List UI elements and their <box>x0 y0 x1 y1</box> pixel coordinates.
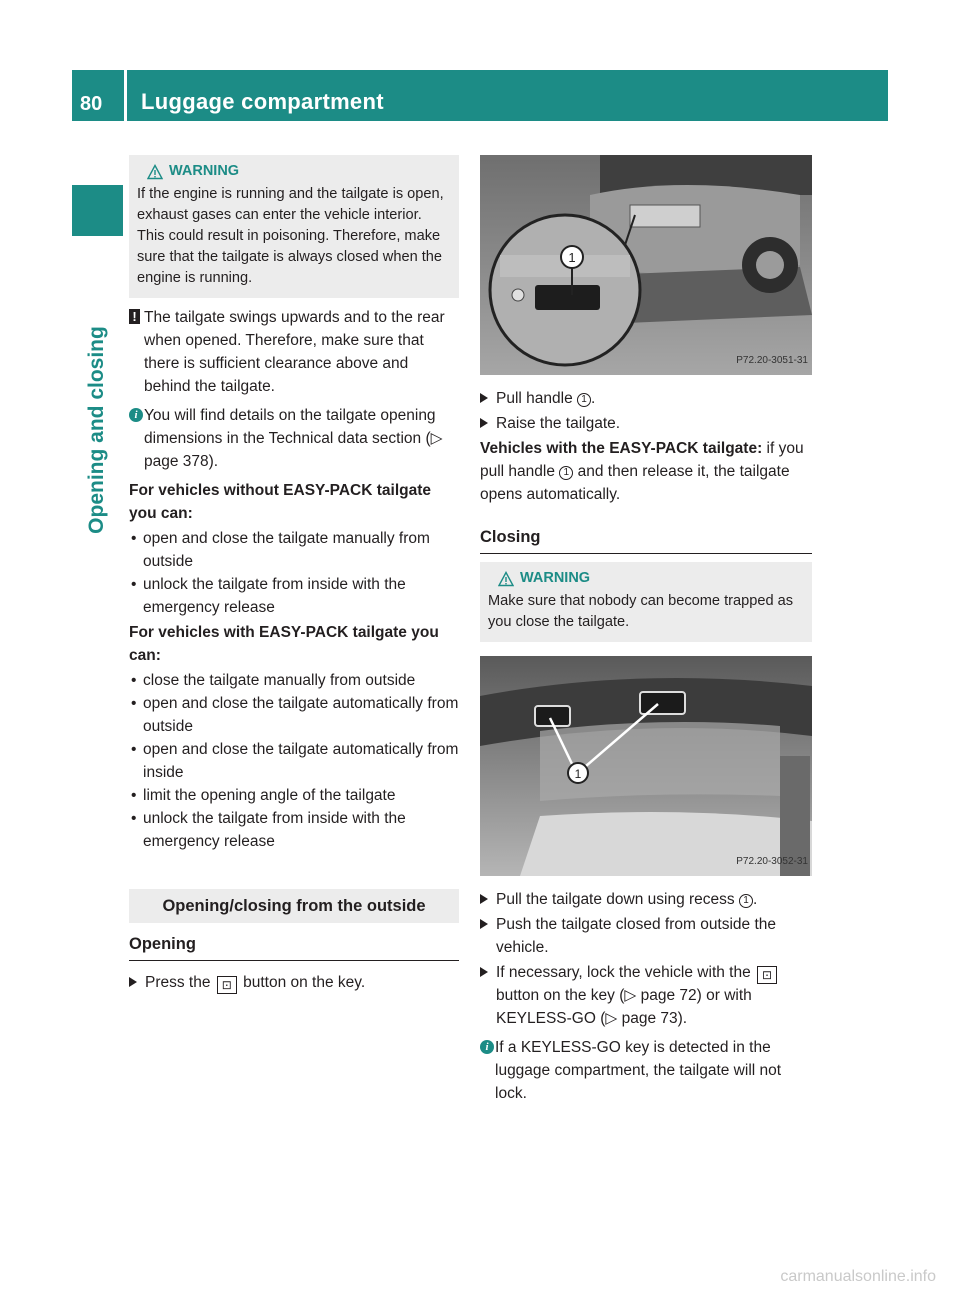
tailgate-handle-illustration <box>480 155 812 375</box>
tailgate-recess-photo <box>480 656 812 876</box>
step-raise-tailgate <box>480 412 812 435</box>
warning-heading <box>498 568 804 589</box>
step-text: . <box>752 891 758 908</box>
opening-step <box>129 971 459 994</box>
easypack-note-label: Vehicles with the EASY-PACK tailgate: <box>480 440 763 457</box>
figure-callout: 1 <box>574 767 582 781</box>
step-arrow-icon <box>480 967 488 977</box>
warning-title: WARNING <box>520 570 591 586</box>
right-column <box>480 155 812 1105</box>
warning-box <box>129 155 459 298</box>
step-text: Press the <box>145 974 211 991</box>
figure-ref: P72.20-3052-31 <box>736 856 808 867</box>
warning-title: WARNING <box>169 163 240 179</box>
callout-1: 1 <box>577 393 591 407</box>
tailgate-handle-photo <box>480 155 812 375</box>
figure-ref: P72.20-3051-31 <box>736 355 808 366</box>
step-text: button on the key (▷ page 72) or with KEYLESS-GO (▷ page 73). <box>496 987 752 1027</box>
step-arrow-icon <box>480 418 488 428</box>
info-note <box>129 404 459 473</box>
list-item: • close the tailgate manually from outside <box>129 669 459 692</box>
step-push-closed <box>480 913 812 959</box>
list-item: • unlock the tailgate from inside with the emergency release <box>129 573 459 619</box>
warning-text: Make sure that nobody can become trapped as you close the tailgate. <box>488 593 794 630</box>
callout-1: 1 <box>739 894 753 908</box>
easypack-note-text: if you pull handle <box>480 440 804 480</box>
caution-note <box>129 306 459 398</box>
caution-text: The tailgate swings upwards and to the rear when opened. Therefore, make sure that there is sufficient clearance above and behind the tailgate. <box>144 309 445 395</box>
step-pull-down <box>480 888 812 911</box>
watermark: carmanualsonline.info <box>780 1268 936 1285</box>
step-text: Push the tailgate closed from outside the vehicle. <box>496 916 777 956</box>
step-arrow-icon <box>480 919 488 929</box>
tailgate-recess-illustration <box>480 656 812 876</box>
easypack-note-text: and then release it, the tailgate opens automatically. <box>480 463 790 503</box>
info-text: If a KEYLESS-GO key is detected in the luggage compartment, the tailgate will not lock. <box>495 1039 782 1102</box>
with-easypack-list <box>129 669 459 853</box>
step-lock-vehicle <box>480 961 812 1030</box>
figure-callout: 1 <box>568 250 576 265</box>
list-item: • open and close the tailgate manually from outside <box>129 527 459 573</box>
closing-heading: Closing <box>480 526 812 554</box>
header-separator <box>124 70 127 121</box>
step-arrow-icon <box>480 393 488 403</box>
step-text: Raise the tailgate. <box>496 415 621 432</box>
step-text: button on the key. <box>243 974 366 991</box>
step-arrow-icon <box>480 894 488 904</box>
info-icon: i <box>129 408 143 422</box>
callout-1: 1 <box>559 466 573 480</box>
list-item: • limit the opening angle of the tailgate <box>129 784 459 807</box>
info-note <box>480 1036 812 1105</box>
page-number: 80 <box>80 93 103 115</box>
chapter-tab-marker <box>72 185 123 236</box>
warning-box <box>480 562 812 642</box>
warning-text: If the engine is running and the tailgate is open, exhaust gases can enter the vehicle interior. This could result in poisoning. Therefore, make sure that the tailgate is always closed when the engine is running. <box>137 186 444 286</box>
step-arrow-icon <box>129 977 137 987</box>
step-pull-handle <box>480 387 812 410</box>
caution-icon: ! <box>129 309 140 324</box>
warning-triangle-icon <box>147 164 163 180</box>
with-easypack-heading: For vehicles with EASY-PACK tailgate you can: <box>129 624 439 664</box>
step-text: If necessary, lock the vehicle with the <box>496 964 751 981</box>
info-text: You will find details on the tailgate opening dimensions in the Technical data section (▷ page 378). <box>144 407 443 470</box>
step-text: Pull the tailgate down using recess <box>496 891 735 908</box>
left-column <box>129 155 459 994</box>
without-easypack-list <box>129 527 459 619</box>
list-item: • open and close the tailgate automatically from outside <box>129 692 459 738</box>
list-item: • open and close the tailgate automatically from inside <box>129 738 459 784</box>
info-icon: i <box>480 1040 494 1054</box>
warning-heading <box>147 161 451 182</box>
opening-heading: Opening <box>129 933 459 961</box>
lock-key-icon: ⊡ <box>757 966 777 984</box>
chapter-label: Opening and closing <box>85 326 108 534</box>
warning-triangle-icon <box>498 571 514 587</box>
without-easypack-heading: For vehicles without EASY-PACK tailgate you can: <box>129 482 432 522</box>
step-text: . <box>591 390 596 407</box>
list-item: • unlock the tailgate from inside with the emergency release <box>129 807 459 853</box>
unlock-key-icon: ⊡ <box>217 976 237 994</box>
step-text: Pull handle <box>496 390 573 407</box>
section-title: Opening/closing from the outside <box>129 889 459 923</box>
page-title: Luggage compartment <box>141 89 384 114</box>
easypack-note <box>480 437 812 506</box>
